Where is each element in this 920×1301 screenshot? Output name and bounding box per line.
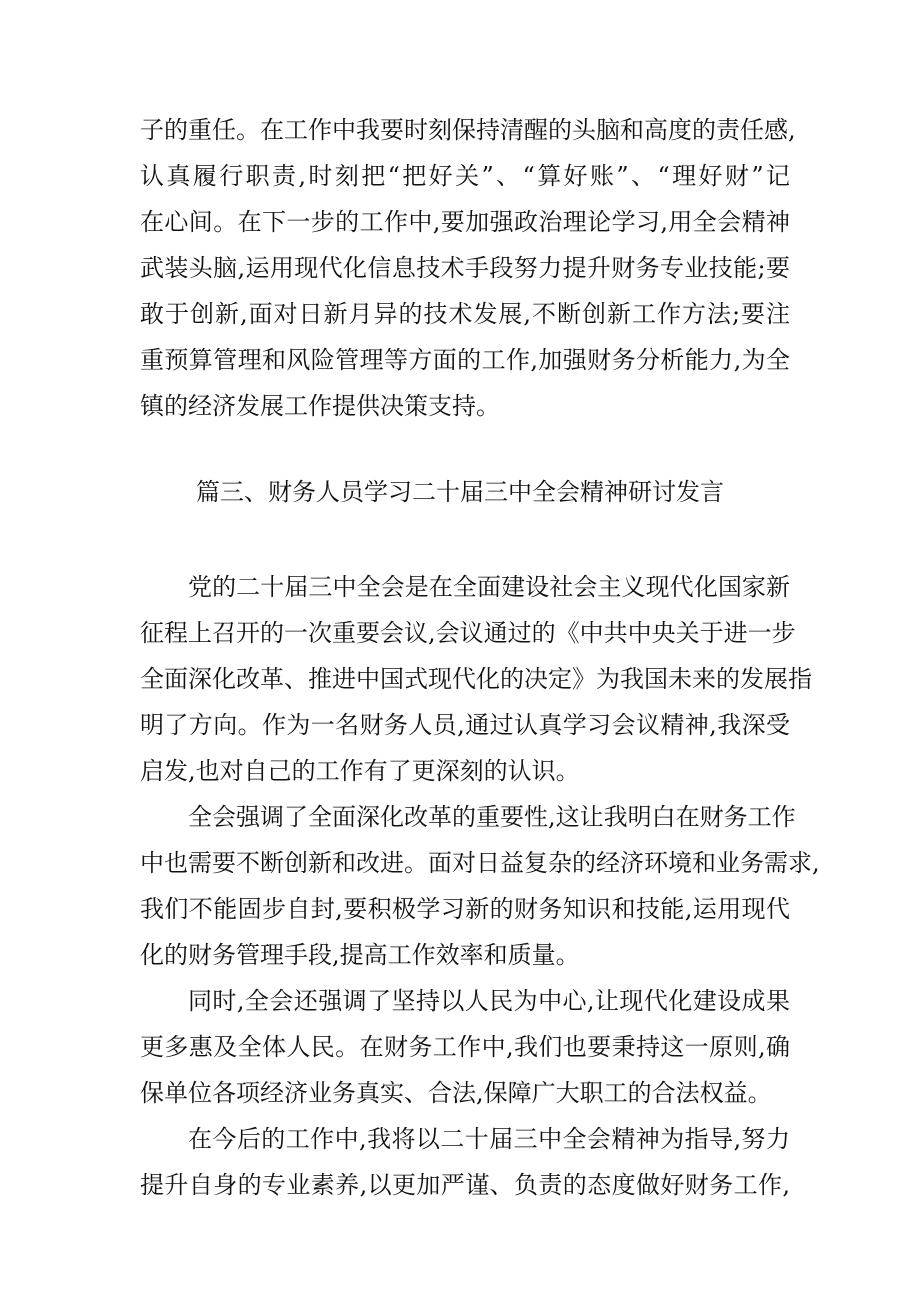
body-line: 中也需要不断创新和改进。面对日益复杂的经济环境和业务需求, [140, 849, 820, 877]
body-line: 全会强调了全面深化改革的重要性,这让我明白在财务工作 [188, 803, 796, 831]
body-line: 同时,全会还强调了坚持以人民为中心,让现代化建设成果 [188, 987, 790, 1015]
body-line: 镇的经济发展工作提供决策支持。 [140, 392, 500, 420]
body-line: 保单位各项经济业务真实、合法,保障广大职工的合法权益。 [140, 1079, 772, 1107]
body-line: 启发,也对自己的工作有了更深刻的认识。 [140, 757, 580, 785]
body-line: 武装头脑,运用现代化信息技术手段努力提升财务专业技能;要 [140, 254, 790, 282]
body-line: 全面深化改革、推进中国式现代化的决定》为我国未来的发展指 [140, 665, 812, 693]
body-line: 党的二十届三中全会是在全面建设社会主义现代化国家新 [188, 573, 790, 601]
body-line: 重预算管理和风险管理等方面的工作,加强财务分析能力,为全 [140, 346, 790, 374]
body-line: 更多惠及全体人民。在财务工作中,我们也要秉持这一原则,确 [140, 1033, 790, 1061]
body-line: 提升自身的专业素养,以更加严谨、负责的态度做好财务工作, [140, 1171, 790, 1199]
body-line: 在今后的工作中,我将以二十届三中全会精神为指导,努力 [188, 1125, 790, 1153]
body-line: 在心间。在下一步的工作中,要加强政治理论学习,用全会精神 [140, 208, 790, 236]
body-line: 明了方向。作为一名财务人员,通过认真学习会议精神,我深受 [140, 711, 790, 739]
body-line: 化的财务管理手段,提高工作效率和质量。 [140, 941, 580, 969]
body-line: 子的重任。在工作中我要时刻保持清醒的头脑和高度的责任感, [140, 116, 796, 144]
body-line: 认真履行职责,时刻把“把好关”、“算好账”、“理好财”记 [140, 162, 790, 190]
section-title: 篇三、财务人员学习二十届三中全会精神研讨发言 [196, 478, 724, 506]
body-line: 我们不能固步自封,要积极学习新的财务知识和技能,运用现代 [140, 895, 790, 923]
body-line: 征程上召开的一次重要会议,会议通过的《中共中央关于进一步 [140, 619, 796, 647]
body-line: 敢于创新,面对日新月异的技术发展,不断创新工作方法;要注 [140, 300, 790, 328]
